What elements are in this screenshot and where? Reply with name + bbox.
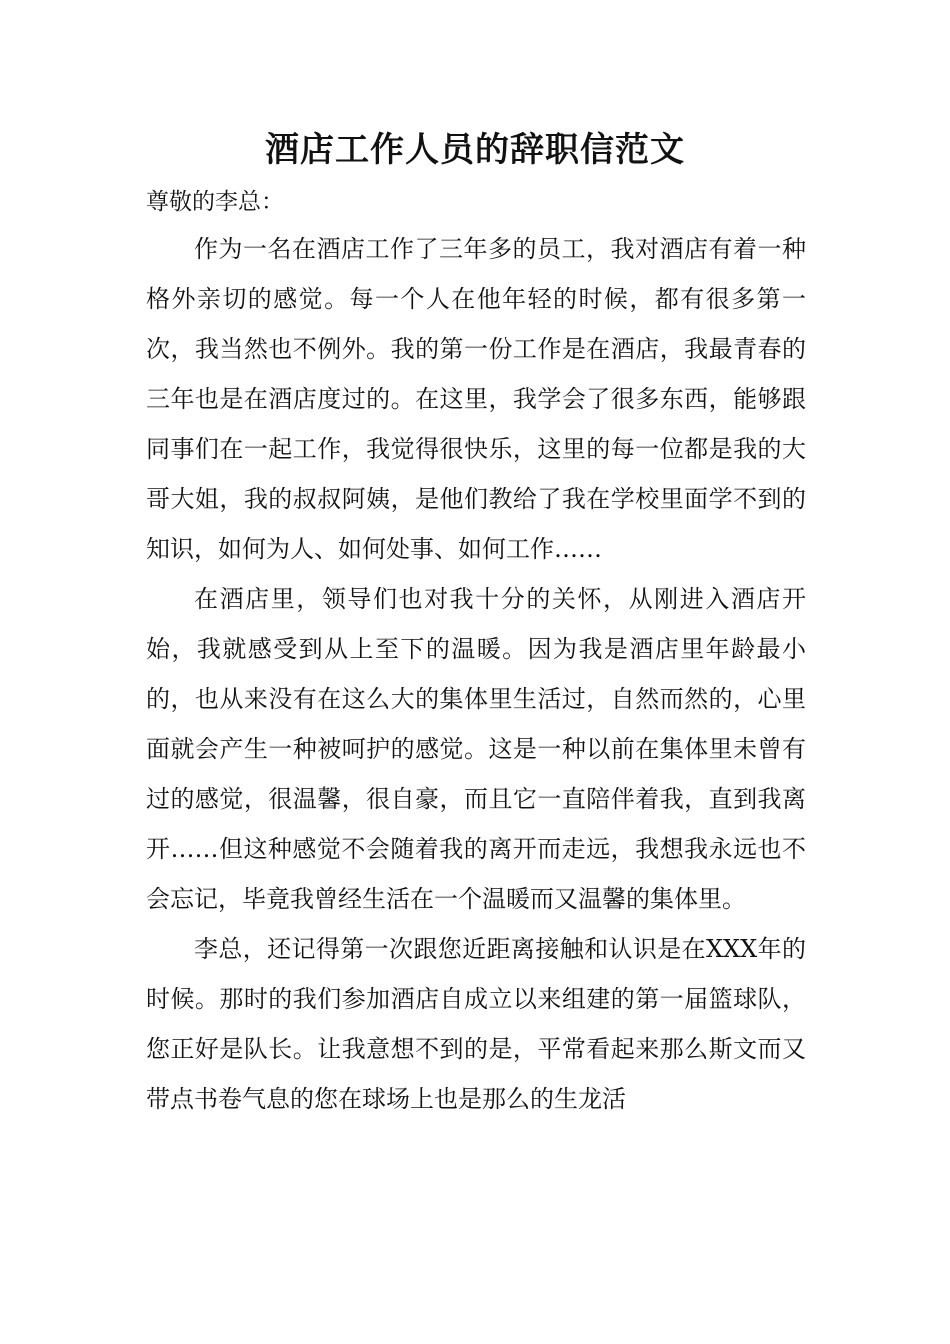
salutation: 尊敬的李总：: [146, 189, 284, 215]
paragraph-1: 作为一名在酒店工作了三年多的员工，我对酒店有着一种格外亲切的感觉。每一个人在他年轻的时候，都有很多第一次，我当然也不例外。我的第一份工作是在酒店，我最青春的三年也是在酒店度过的。在这里，我学会了很多东西，能够跟同事们在一起工作，我觉得很快乐，这里的每一位都是我的大哥大姐，我的叔叔阿姨，是他们教给了我在学校里面学不到的知识，如何为人、如何处事、如何工作……: [146, 235, 806, 563]
letter-body: [146, 224, 806, 1124]
document-title: 酒店工作人员的辞职信范文: [265, 130, 685, 170]
paragraph-3: 李总，还记得第一次跟您近距离接触和认识是在XXX年的时候。那时的我们参加酒店自成立以来组建的第一届篮球队，您正好是队长。让我意想不到的是，平常看起来那么斯文而又带点书卷气息的您在球场上也是那么的生龙活: [146, 935, 806, 1113]
paragraph-2: 在酒店里，领导们也对我十分的关怀，从刚进入酒店开始，我就感受到从上至下的温暖。因为我是酒店里年龄最小的，也从来没有在这么大的集体里生活过，自然而然的，心里面就会产生一种被呵护的感觉。这是一种以前在集体里未曾有过的感觉，很温馨，很自豪，而且它一直陪伴着我，直到我离开……但这种感觉不会随着我的离开而走远，我想我永远也不会忘记，毕竟我曾经生活在一个温暖而又温馨的集体里。: [146, 585, 806, 913]
